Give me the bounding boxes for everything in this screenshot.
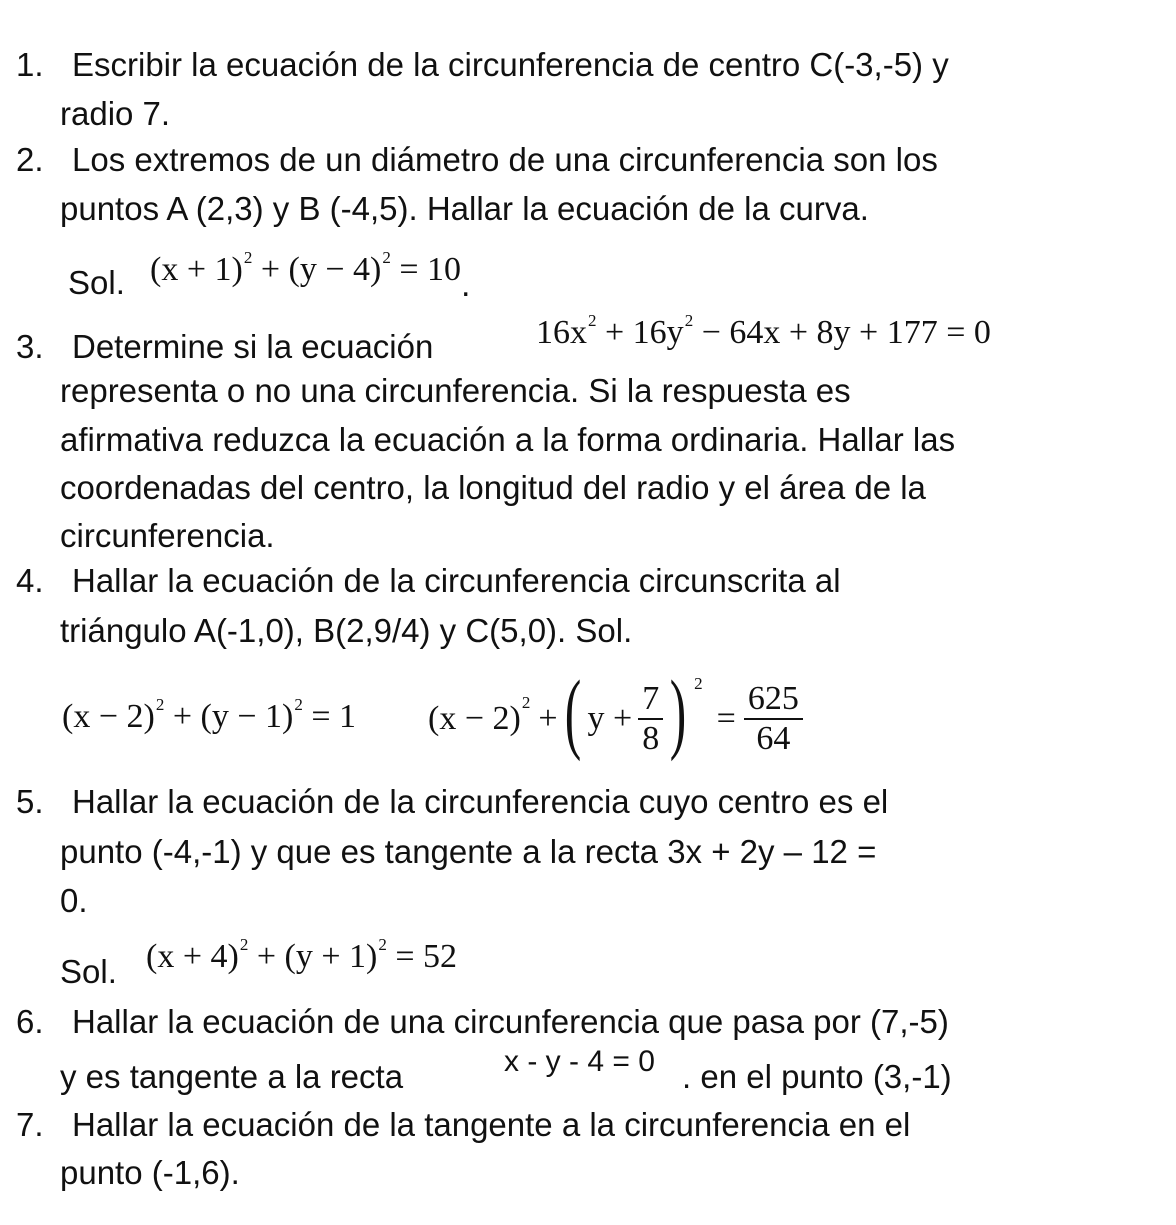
item-1-line-1: Escribir la ecuación de la circunferencia de centro C(-3,-5) y (72, 46, 949, 83)
item-2-line-1: Los extremos de un diámetro de una circunferencia son los (72, 141, 938, 178)
item-6-line-1: Hallar la ecuación de una circunferencia que pasa por (7,-5) (72, 1003, 949, 1040)
item-6-line-2b: . en el punto (3,-1) (682, 1058, 952, 1095)
item-5-number: 5. (16, 783, 44, 820)
item-2-line-2: puntos A (2,3) y B (-4,5). Hallar la ecuación de la curva. (60, 190, 869, 227)
item-3-line-1: representa o no una circunferencia. Si la respuesta es (60, 372, 851, 409)
item-3-number: 3. (16, 328, 44, 365)
item-1-number: 1. (16, 46, 44, 83)
item-3-line-4: circunferencia. (60, 517, 275, 554)
item-2-sol-label: Sol. (68, 264, 125, 301)
fraction-7-8: $\frac{7}{8}$ (638, 682, 663, 756)
item-5-line-3: 0. (60, 882, 88, 919)
item-7-line-1: Hallar la ecuación de la tangente a la circunferencia en el (72, 1106, 911, 1143)
item-4-line-1: Hallar la ecuación de la circunferencia circunscrita al (72, 562, 841, 599)
item-5-line-1: Hallar la ecuación de la circunferencia cuyo centro es el (72, 783, 889, 820)
item-3-line-2: afirmativa reduzca la ecuación a la forma ordinaria. Hallar las (60, 421, 956, 458)
item-4-number: 4. (16, 562, 44, 599)
item-4-equation-a: $(x - 2)^2 + (y - 1)^2 = 1$ (62, 695, 357, 735)
item-5-sol-label: Sol. (60, 953, 117, 990)
fraction-625-64: $\frac{625}{64}$ (744, 682, 803, 756)
item-7-number: 7. (16, 1106, 44, 1143)
item-3-equation: $16x^2 + 16y^2 - 64x + 8y + 177 = 0$ (536, 311, 991, 351)
item-3-line-3: coordenadas del centro, la longitud del radio y el área de la (60, 469, 926, 506)
item-6-number: 6. (16, 1003, 44, 1040)
item-4-line-2: triángulo A(-1,0), B(2,9/4) y C(5,0). Sol. (60, 612, 633, 649)
item-7-line-2: punto (-1,6). (60, 1154, 240, 1191)
item-2-solution-equation: $(x + 1)^2 + (y - 4)^2 = 10$. (150, 248, 471, 304)
item-5-solution-equation: $(x + 4)^2 + (y + 1)^2 = 52$ (146, 935, 458, 975)
item-4-equation-b: (x − 2) $^2$ + ( y + $\frac{7}{8}$ ) $^2$ = $\frac{625}{64}$ (428, 664, 803, 774)
item-1-line-2: radio 7. (60, 95, 171, 132)
item-2-number: 2. (16, 141, 44, 178)
item-6-line-2a: y es tangente a la recta (60, 1058, 404, 1095)
item-6-line-equation: x - y - 4 = 0 (504, 1045, 655, 1078)
item-5-line-2: punto (-4,-1) y que es tangente a la recta 3x + 2y – 12 = (60, 833, 877, 870)
left-paren: ( (564, 663, 581, 762)
item-3-intro: Determine si la ecuación (72, 328, 434, 365)
right-paren: ) (669, 663, 687, 762)
